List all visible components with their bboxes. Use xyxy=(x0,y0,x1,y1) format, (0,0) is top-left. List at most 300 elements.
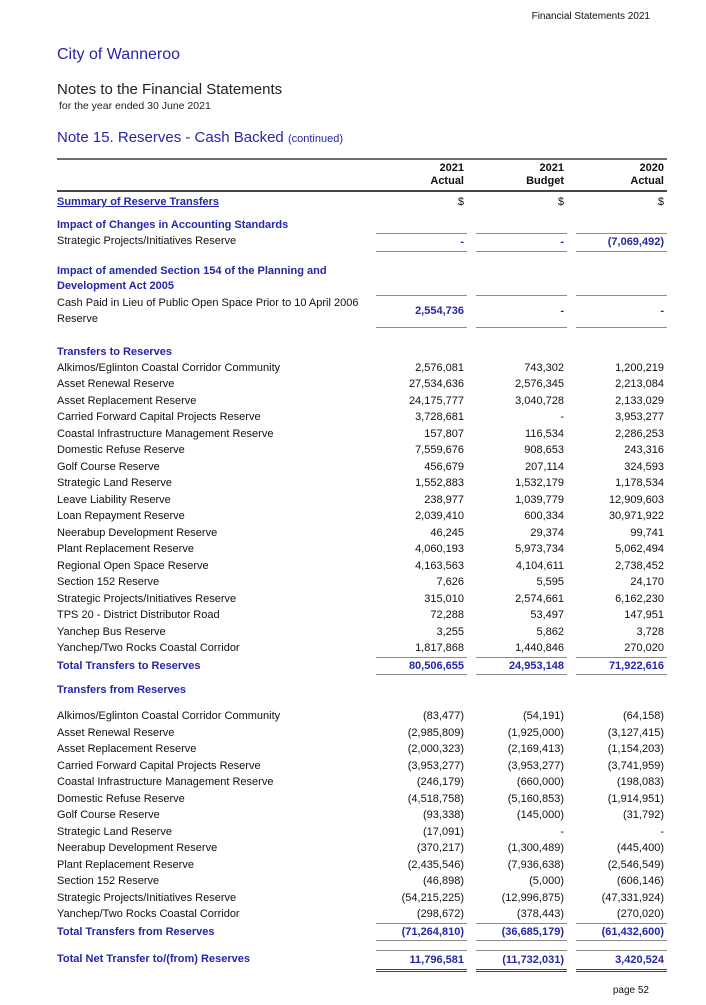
value-cell xyxy=(476,924,567,942)
value-cell xyxy=(576,591,667,608)
row-label: Carried Forward Capital Projects Reserve xyxy=(57,411,261,423)
cell-value: 2,133,029 xyxy=(615,394,664,407)
net-total-row xyxy=(57,950,667,972)
value-cell xyxy=(376,840,467,857)
value-cell xyxy=(376,426,467,443)
currency-cell xyxy=(576,193,667,211)
cell-value: (3,953,277) xyxy=(507,759,564,772)
value-cell xyxy=(476,541,567,558)
value-cell xyxy=(376,393,467,410)
column-type: Actual xyxy=(630,175,664,187)
cell-value: 80,506,655 xyxy=(408,659,464,672)
table-row xyxy=(57,824,667,841)
value-cell xyxy=(376,873,467,890)
row-label: Neerabup Development Reserve xyxy=(57,526,218,539)
value-cell xyxy=(376,295,467,328)
table-row xyxy=(57,233,667,252)
value-cell xyxy=(576,475,667,492)
value-cell xyxy=(476,525,567,542)
cell-value: (270,020) xyxy=(616,908,664,920)
cell-value: 24,175,777 xyxy=(408,394,464,407)
value-cell xyxy=(576,890,667,907)
value-cell xyxy=(376,658,467,676)
value-cell xyxy=(476,725,567,742)
table-row xyxy=(57,624,667,641)
section-heading xyxy=(57,218,667,233)
value-cell xyxy=(576,426,667,443)
table-row xyxy=(57,541,667,558)
table-row xyxy=(57,508,667,525)
table-row xyxy=(57,741,667,758)
cell-value: (378,443) xyxy=(516,908,564,920)
row-label: Neerabup Development Reserve xyxy=(57,842,218,854)
table-row xyxy=(57,426,667,443)
value-cell xyxy=(476,807,567,824)
cell-value: 4,060,193 xyxy=(415,543,464,555)
value-cell xyxy=(576,233,667,252)
table-row xyxy=(57,525,667,542)
cell-value: 315,010 xyxy=(424,592,464,605)
row-label: TPS 20 - District Distributor Road xyxy=(57,609,220,621)
row-label: Yanchep/Two Rocks Coastal Corridor xyxy=(57,642,240,654)
row-label: Strategic Projects/Initiatives Reserve xyxy=(57,235,237,247)
row-label: Yanchep Bus Reserve xyxy=(57,625,166,638)
cell-value: 243,316 xyxy=(624,444,664,456)
value-cell xyxy=(576,857,667,874)
value-cell xyxy=(576,658,667,676)
cell-value: 2,554,736 xyxy=(415,304,464,317)
summary-label: Summary of Reserve Transfers xyxy=(57,196,220,208)
cell-value: (198,083) xyxy=(616,776,664,788)
value-cell xyxy=(376,640,467,658)
value-cell xyxy=(476,708,567,725)
row-label: Domestic Refuse Reserve xyxy=(57,792,185,805)
value-cell xyxy=(376,525,467,542)
value-cell xyxy=(576,824,667,841)
cell-value: (606,146) xyxy=(616,875,664,887)
value-cell xyxy=(476,376,567,393)
cell-value: 600,334 xyxy=(524,510,564,522)
table-header-row xyxy=(57,158,667,192)
row-label: Golf Course Reserve xyxy=(57,809,160,821)
cell-value: (5,160,853) xyxy=(507,792,564,805)
value-cell xyxy=(376,574,467,591)
value-cell xyxy=(476,475,567,492)
cell-value: (2,169,413) xyxy=(507,743,564,755)
currency-cell xyxy=(376,193,467,211)
cell-value: - xyxy=(660,825,664,838)
cell-value: 2,576,081 xyxy=(415,361,464,374)
row-label: Total Transfers from Reserves xyxy=(57,925,215,938)
table-section-transfers-from xyxy=(57,683,667,941)
cell-value: 1,200,219 xyxy=(615,361,664,374)
value-cell xyxy=(376,492,467,509)
value-cell xyxy=(376,824,467,841)
value-cell xyxy=(476,591,567,608)
value-cell xyxy=(376,459,467,476)
table-row xyxy=(57,591,667,608)
table-row xyxy=(57,492,667,509)
table-row xyxy=(57,708,667,725)
value-cell xyxy=(576,360,667,377)
document-title: Notes to the Financial Statements xyxy=(57,81,283,98)
page-content xyxy=(57,0,667,996)
cell-value: 7,626 xyxy=(436,576,464,588)
value-cell xyxy=(476,508,567,525)
cell-value: (2,985,809) xyxy=(407,726,464,739)
section-heading xyxy=(57,345,667,360)
value-cell xyxy=(576,409,667,426)
cell-value: 908,653 xyxy=(524,444,564,456)
section-heading-line: Development Act 2005 xyxy=(57,279,174,292)
value-cell xyxy=(576,791,667,808)
currency-symbol: $ xyxy=(557,196,564,208)
cell-value: (93,338) xyxy=(423,809,464,821)
row-label: Asset Renewal Reserve xyxy=(57,726,175,739)
value-cell xyxy=(376,558,467,575)
cell-value: (445,400) xyxy=(616,842,664,854)
cell-value: (5,000) xyxy=(529,875,564,887)
cell-value: 29,374 xyxy=(530,526,564,539)
value-cell xyxy=(576,508,667,525)
column-header-2020-actual xyxy=(576,162,667,188)
table-section-transfers-to xyxy=(57,345,667,676)
cell-value: (298,672) xyxy=(416,908,464,920)
cell-value: (1,300,489) xyxy=(507,842,564,854)
summary-of-reserve-transfers-row xyxy=(57,192,667,211)
value-cell xyxy=(376,475,467,492)
cell-value: 238,977 xyxy=(424,493,464,506)
value-cell xyxy=(476,840,567,857)
cell-value: (4,518,758) xyxy=(407,792,464,805)
value-cell xyxy=(576,774,667,791)
cell-value: 2,039,410 xyxy=(415,510,464,522)
value-cell xyxy=(576,525,667,542)
cell-value: 7,559,676 xyxy=(415,444,464,456)
cell-value: 1,440,846 xyxy=(515,642,564,654)
value-cell xyxy=(376,360,467,377)
value-cell xyxy=(376,791,467,808)
note-title xyxy=(57,129,667,146)
value-cell xyxy=(476,640,567,658)
cell-value: 207,114 xyxy=(525,460,564,473)
cell-value: 3,420,524 xyxy=(615,954,664,966)
row-label: Strategic Projects/Initiatives Reserve xyxy=(57,592,237,605)
table-row xyxy=(57,459,667,476)
row-label: Cash Paid in Lieu of Public Open Space Prior to 10 April 2006 Reserve xyxy=(57,296,359,325)
value-cell xyxy=(576,541,667,558)
total-row xyxy=(57,924,667,942)
value-cell xyxy=(576,725,667,742)
value-cell xyxy=(576,295,667,328)
note-title-text: Note 15. Reserves - Cash Backed xyxy=(57,129,284,146)
section-heading-line: Transfers from Reserves xyxy=(57,684,187,696)
cell-value: (660,000) xyxy=(516,776,564,788)
page-number: page 52 xyxy=(612,985,649,996)
cell-value: (3,741,959) xyxy=(607,759,664,772)
cell-value: 3,040,728 xyxy=(515,394,564,407)
cell-value: (64,158) xyxy=(623,710,664,722)
cell-value: 53,497 xyxy=(530,609,564,621)
cell-value: (3,127,415) xyxy=(607,726,664,739)
column-year: 2020 xyxy=(639,162,664,174)
currency-cell xyxy=(476,193,567,211)
cell-value: 2,738,452 xyxy=(615,559,664,572)
value-cell xyxy=(576,758,667,775)
row-label: Regional Open Space Reserve xyxy=(57,559,209,572)
cell-value: 99,741 xyxy=(630,526,664,539)
table-row xyxy=(57,758,667,775)
cell-value: 3,728 xyxy=(636,625,664,638)
cell-value: (54,191) xyxy=(523,710,564,722)
value-cell xyxy=(476,950,567,972)
cell-value: (31,792) xyxy=(623,809,664,821)
value-cell xyxy=(376,624,467,641)
value-cell xyxy=(376,725,467,742)
value-cell xyxy=(576,741,667,758)
value-cell xyxy=(476,774,567,791)
row-label: Golf Course Reserve xyxy=(57,460,160,473)
cell-value: (11,732,031) xyxy=(502,954,564,966)
table-row xyxy=(57,376,667,393)
value-cell xyxy=(576,873,667,890)
table-row xyxy=(57,574,667,591)
column-type: Budget xyxy=(526,175,564,187)
row-label: Asset Replacement Reserve xyxy=(57,743,197,755)
cell-value: 5,862 xyxy=(536,625,564,638)
section-heading-line: Transfers to Reserves xyxy=(57,345,172,358)
cell-value: 11,796,581 xyxy=(409,954,464,966)
cell-value: (7,069,492) xyxy=(607,236,664,248)
cell-value: (1,154,203) xyxy=(607,743,664,755)
cell-value: 71,922,616 xyxy=(608,659,664,672)
cell-value: (2,435,546) xyxy=(407,858,464,871)
value-cell xyxy=(476,890,567,907)
cell-value: 2,574,661 xyxy=(515,592,564,605)
cell-value: 4,104,611 xyxy=(515,559,564,572)
cell-value: 116,534 xyxy=(525,427,564,440)
row-label: Strategic Land Reserve xyxy=(57,477,172,489)
cell-value: - xyxy=(560,825,564,838)
row-label: Domestic Refuse Reserve xyxy=(57,444,185,456)
value-cell xyxy=(376,857,467,874)
column-year: 2021 xyxy=(539,162,564,174)
row-label: Carried Forward Capital Projects Reserve xyxy=(57,759,261,772)
value-cell xyxy=(376,607,467,624)
row-label: Strategic Land Reserve xyxy=(57,825,172,838)
value-cell xyxy=(376,774,467,791)
row-label: Plant Replacement Reserve xyxy=(57,543,194,555)
table-row xyxy=(57,558,667,575)
cell-value: 5,595 xyxy=(536,576,564,588)
reserves-table xyxy=(57,158,667,972)
row-label: Leave Liability Reserve xyxy=(57,493,171,506)
value-cell xyxy=(476,393,567,410)
row-label: Strategic Projects/Initiatives Reserve xyxy=(57,891,237,904)
cell-value: - xyxy=(560,304,564,317)
cell-value: (3,953,277) xyxy=(407,759,464,772)
value-cell xyxy=(376,541,467,558)
column-type: Actual xyxy=(430,175,464,187)
value-cell xyxy=(476,741,567,758)
value-cell xyxy=(576,376,667,393)
value-cell xyxy=(376,950,467,972)
value-cell xyxy=(576,950,667,972)
table-row xyxy=(57,607,667,624)
table-row xyxy=(57,890,667,907)
value-cell xyxy=(476,442,567,459)
value-cell xyxy=(476,791,567,808)
cell-value: 12,909,603 xyxy=(608,493,664,506)
table-row xyxy=(57,906,667,924)
value-cell xyxy=(576,924,667,942)
value-cell xyxy=(576,459,667,476)
cell-value: (1,925,000) xyxy=(507,726,564,739)
value-cell xyxy=(576,640,667,658)
table-body xyxy=(57,218,667,941)
row-label: Plant Replacement Reserve xyxy=(57,858,194,871)
value-cell xyxy=(476,459,567,476)
cell-value: 2,286,253 xyxy=(615,427,664,440)
value-cell xyxy=(476,492,567,509)
value-cell xyxy=(576,492,667,509)
value-cell xyxy=(576,708,667,725)
cell-value: 3,953,277 xyxy=(615,411,664,423)
cell-value: 24,953,148 xyxy=(508,659,564,672)
table-row xyxy=(57,442,667,459)
cell-value: 30,971,922 xyxy=(608,510,664,522)
cell-value: (370,217) xyxy=(416,842,464,854)
value-cell xyxy=(476,758,567,775)
value-cell xyxy=(476,426,567,443)
value-cell xyxy=(576,558,667,575)
cell-value: (61,432,600) xyxy=(601,925,664,938)
cell-value: 1,532,179 xyxy=(515,477,564,489)
organisation-title: City of Wanneroo xyxy=(57,46,181,63)
value-cell xyxy=(476,873,567,890)
row-label: Alkimos/Eglinton Coastal Corridor Community xyxy=(57,361,281,374)
cell-value: - xyxy=(660,304,664,317)
value-cell xyxy=(476,607,567,624)
row-label: Asset Replacement Reserve xyxy=(57,394,197,407)
total-row xyxy=(57,658,667,676)
currency-symbol: $ xyxy=(457,196,464,208)
row-label: Coastal Infrastructure Management Reserve xyxy=(57,427,274,440)
value-cell xyxy=(576,840,667,857)
value-cell xyxy=(376,409,467,426)
cell-value: (83,477) xyxy=(423,710,464,722)
value-cell xyxy=(376,442,467,459)
column-header-2021-budget xyxy=(476,162,567,188)
value-cell xyxy=(476,906,567,924)
value-cell xyxy=(476,624,567,641)
table-row xyxy=(57,640,667,658)
row-label: Total Transfers to Reserves xyxy=(57,659,201,672)
value-cell xyxy=(476,360,567,377)
row-label: Asset Renewal Reserve xyxy=(57,378,175,390)
value-cell xyxy=(476,574,567,591)
cell-value: 5,062,494 xyxy=(615,543,664,555)
section-heading-line: Impact of amended Section 154 of the Planning and xyxy=(57,264,327,277)
column-header-2021-actual xyxy=(376,162,467,188)
cell-value: (12,996,875) xyxy=(501,891,564,904)
table-row xyxy=(57,409,667,426)
value-cell xyxy=(376,807,467,824)
row-label: Coastal Infrastructure Management Reserve xyxy=(57,776,274,788)
cell-value: 743,302 xyxy=(524,361,564,374)
currency-symbol: $ xyxy=(657,196,664,208)
value-cell xyxy=(476,295,567,328)
cell-value: 6,162,230 xyxy=(615,592,664,605)
cell-value: (46,898) xyxy=(423,875,464,887)
header-watermark: Financial Statements 2021 xyxy=(531,11,650,22)
cell-value: (17,091) xyxy=(423,825,464,838)
table-row xyxy=(57,791,667,808)
cell-value: 1,552,883 xyxy=(415,477,464,489)
cell-value: 3,255 xyxy=(436,625,464,638)
cell-value: (2,546,549) xyxy=(607,858,664,871)
cell-value: 1,178,534 xyxy=(615,477,664,489)
cell-value: 4,163,563 xyxy=(415,559,464,572)
cell-value: (71,264,810) xyxy=(401,925,464,938)
cell-value: - xyxy=(460,236,464,248)
table-row xyxy=(57,840,667,857)
cell-value: (145,000) xyxy=(516,809,564,821)
cell-value: (47,331,924) xyxy=(601,891,664,904)
value-cell xyxy=(476,658,567,676)
cell-value: 24,170 xyxy=(630,576,664,588)
document-subtitle: for the year ended 30 June 2021 xyxy=(59,100,211,112)
value-cell xyxy=(376,591,467,608)
value-cell xyxy=(476,409,567,426)
value-cell xyxy=(476,857,567,874)
cell-value: 270,020 xyxy=(624,642,664,654)
value-cell xyxy=(376,708,467,725)
net-total-label: Total Net Transfer to/(from) Reserves xyxy=(57,953,250,965)
cell-value: 2,213,084 xyxy=(615,378,664,390)
cell-value: 1,817,868 xyxy=(415,642,464,654)
value-cell xyxy=(576,906,667,924)
cell-value: 157,807 xyxy=(424,427,464,440)
note-continued-label: (continued) xyxy=(287,133,343,145)
value-cell xyxy=(476,233,567,252)
cell-value: 1,039,779 xyxy=(515,493,564,506)
table-row xyxy=(57,360,667,377)
value-cell xyxy=(376,890,467,907)
row-label: Section 152 Reserve xyxy=(57,576,160,588)
table-section-accounting-standards xyxy=(57,218,667,252)
cell-value: (54,215,225) xyxy=(401,891,464,904)
table-row xyxy=(57,393,667,410)
header-spacer xyxy=(57,162,367,188)
cell-value: 324,593 xyxy=(624,460,664,473)
table-row xyxy=(57,725,667,742)
cell-value: (2,000,323) xyxy=(407,743,464,755)
value-cell xyxy=(476,558,567,575)
value-cell xyxy=(576,607,667,624)
value-cell xyxy=(576,807,667,824)
cell-value: (7,936,638) xyxy=(507,858,564,871)
cell-value: 5,973,734 xyxy=(515,543,564,555)
cell-value: - xyxy=(560,411,564,423)
value-cell xyxy=(376,741,467,758)
section-heading-line: Impact of Changes in Accounting Standards xyxy=(57,219,289,231)
column-year: 2021 xyxy=(439,162,464,174)
value-cell xyxy=(376,508,467,525)
value-cell xyxy=(376,906,467,924)
table-row xyxy=(57,807,667,824)
section-heading xyxy=(57,264,667,294)
